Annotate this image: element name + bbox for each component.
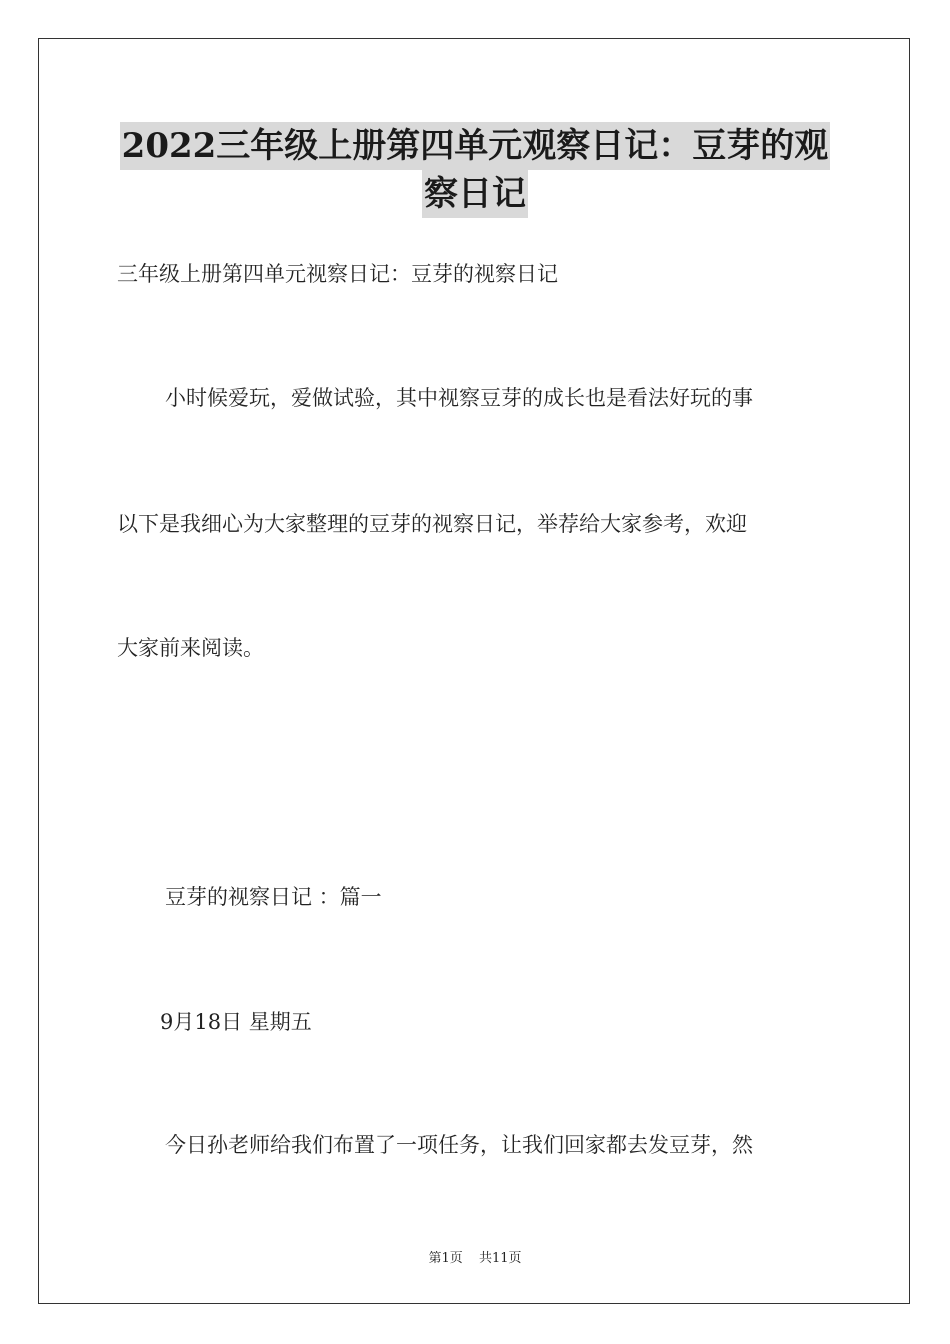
subtitle: 三年级上册第四单元视察日记：豆芽的视察日记 (117, 262, 558, 286)
intro-line-3: 大家前来阅读。 (117, 636, 264, 660)
title-line-2: 察日记 (422, 170, 528, 218)
body-line-1: 今日孙老师给我们布置了一项任务，让我们回家都去发豆芽，然 (165, 1133, 753, 1157)
page-number: 第1页 (428, 1251, 463, 1266)
document-title (0, 122, 950, 218)
page-total: 共11页 (478, 1251, 522, 1266)
intro-line-2: 以下是我细心为大家整理的豆芽的视察日记，举荐给大家参考，欢迎 (117, 512, 747, 536)
page-border (38, 38, 910, 1304)
intro-line-1: 小时候爱玩，爱做试验，其中视察豆芽的成长也是看法好玩的事 (165, 386, 753, 410)
title-line-1: 2022三年级上册第四单元观察日记：豆芽的观 (120, 122, 831, 170)
section-heading: 豆芽的视察日记 ：篇一 (165, 885, 382, 909)
date-line: 9月18日 星期五 (160, 1010, 312, 1034)
page-footer (0, 1247, 950, 1266)
